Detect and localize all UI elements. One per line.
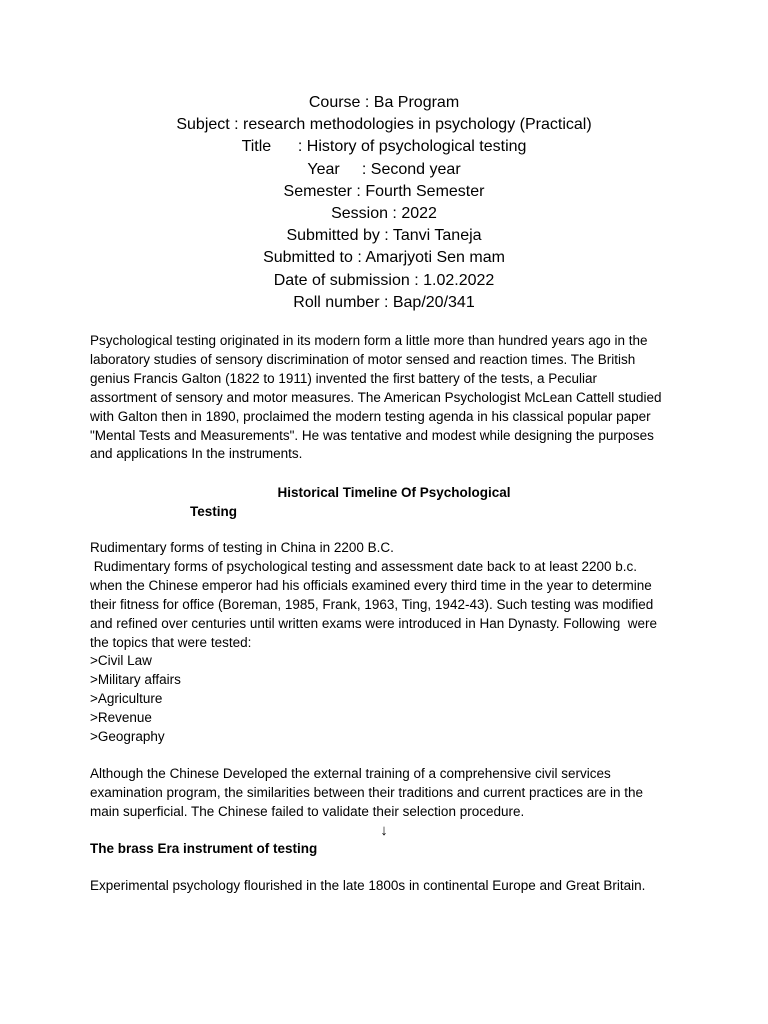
course-line: Course : Ba Program — [308, 94, 460, 111]
session-line: Session : 2022 — [331, 205, 437, 223]
timeline-heading-line1: Historical Timeline Of Psychological — [277, 485, 511, 500]
year-line: Year : Second year — [307, 160, 461, 178]
experimental-line: Experimental psychology flourished in the late 1800s in continental Europe and Great Britain. — [90, 878, 646, 893]
topic-list-item: >Geography — [90, 729, 165, 745]
conclusion-line: Although the Chinese Developed the external training of a comprehensive civil services — [90, 766, 611, 781]
china-section — [90, 539, 680, 747]
cover-header — [0, 92, 768, 314]
intro-line: assortment of sensory and motor measures. The American Psychologist McLean Cattell studied — [90, 389, 662, 405]
experimental-paragraph — [90, 877, 680, 896]
china-line: their fitness for office (Boreman, 1985, Frank, 1963, Ting, 1942-43). Such testing was modified — [90, 596, 654, 612]
submitted-by-line: Submitted by : Tanvi Taneja — [286, 227, 482, 245]
intro-paragraph — [90, 332, 680, 464]
semester-line: Semester : Fourth Semester — [283, 182, 485, 200]
down-arrow-icon: ↓ — [380, 822, 388, 839]
topic-list-item: >Agriculture — [90, 691, 163, 707]
china-line: when the Chinese emperor had his officials examined every third time in the year to determine — [90, 577, 652, 593]
conclusion-line: main superficial. The Chinese failed to validate their selection procedure. — [90, 803, 525, 819]
topic-list-item: >Military affairs — [90, 672, 181, 688]
topic-list-item: >Revenue — [90, 710, 152, 726]
china-line: the topics that were tested: — [90, 634, 252, 650]
roll-number-line: Roll number : Bap/20/341 — [293, 293, 475, 311]
subject-line: Subject : research methodologies in psychology (Practical) — [176, 116, 592, 134]
intro-line: genius Francis Galton (1822 to 1911) invented the first battery of the tests, a Peculiar — [90, 370, 598, 386]
china-line: Rudimentary forms of testing in China in 2200 B.C. — [90, 540, 394, 555]
intro-line: "Mental Tests and Measurements". He was tentative and modest while designing the purposes — [90, 427, 654, 443]
timeline-heading-line2: Testing — [190, 504, 237, 519]
intro-line: with Galton then in 1890, proclaimed the modern testing agenda in his classical popular paper — [90, 408, 651, 424]
chinese-conclusion-paragraph — [90, 765, 680, 822]
china-line: Rudimentary forms of psychological testing and assessment date back to at least 2200 b.c. — [90, 558, 638, 574]
conclusion-line: examination program, the similarities between their traditions and current practices are in the — [90, 784, 644, 800]
china-line: and refined over centuries until written exams were introduced in Han Dynasty. Following were — [90, 615, 658, 631]
brass-era-heading: The brass Era instrument of testing — [90, 841, 318, 856]
submitted-to-line: Submitted to : Amarjyoti Sen mam — [263, 249, 505, 267]
intro-line: laboratory studies of sensory discrimination of motor sensed and reaction times. The British — [90, 351, 636, 367]
intro-line: Psychological testing originated in its modern form a little more than hundred years ago in the — [90, 333, 648, 348]
title-line: Title : History of psychological testing — [241, 138, 527, 156]
intro-line: and applications In the instruments. — [90, 446, 303, 462]
date-of-submission-line: Date of submission : 1.02.2022 — [273, 271, 495, 289]
topic-list-item: >Civil Law — [90, 653, 152, 669]
timeline-heading — [0, 483, 768, 521]
